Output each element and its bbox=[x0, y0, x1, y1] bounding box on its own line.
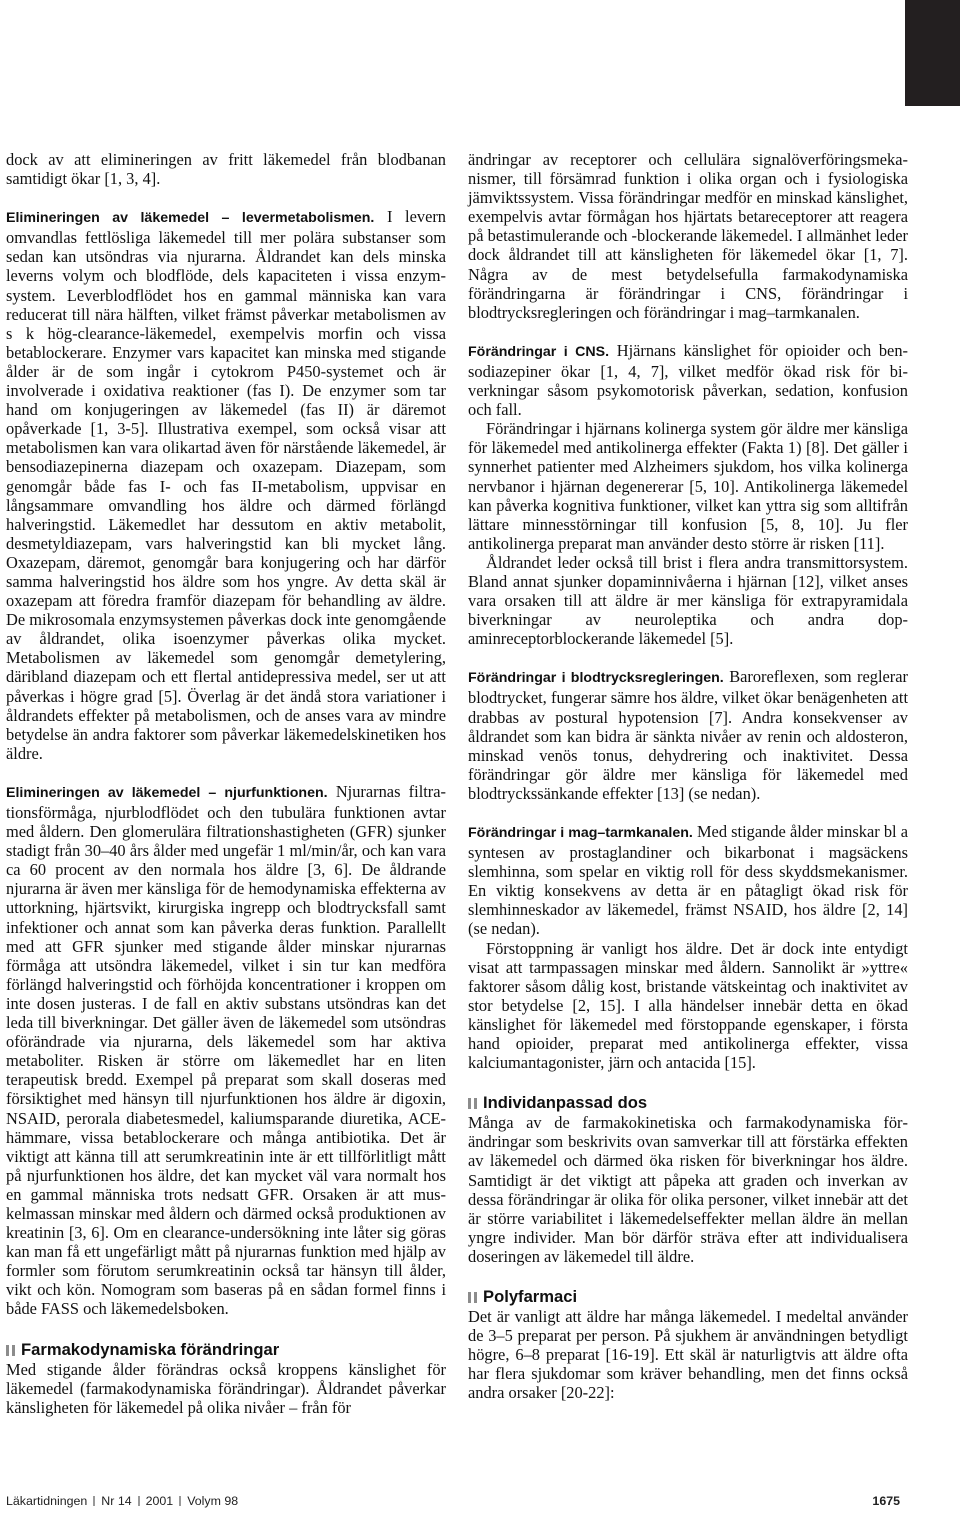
run-in-heading-cns: Förändringar i CNS. bbox=[468, 343, 610, 360]
bp-section bbox=[468, 667, 908, 803]
cns-section bbox=[468, 341, 908, 419]
page-number: 1675 bbox=[872, 1494, 900, 1508]
page-footer bbox=[6, 1494, 900, 1508]
issue-number: Nr 14 bbox=[101, 1494, 132, 1508]
renal-text: Njurarnas filtrationsförmåga, njurblodflödet och den tubulära funktionen avtar med åldern. Den glomerulära filtrationshastigheten (GFR) sjunker stadigt från 30–40 års ålder med ungefär 1 ml/min/år, och kan vara ca 60 procent av den normala hos äldre [3, 6]. De åldrande njurarna är även mer känsliga för de hemodynamiska effekterna av uttorkning, hjärtsvikt, kirurgiska ingrepp och blodtrycksfall samt infektioner och annat som kan påverka deras funktion. Parallellt med att GFR sjunker med stigande ålder minskar njurarnas förmåga att utsöndra läkemedel, vilket i sin tur kan medföra förlängd halveringstid och förhöjda koncentrationer i kroppen om inte dosen justeras. I de fall en aktiv substans utsöndras kan det leda till biverkningar. Det gäller även de läkemedel som utsöndras oförändrade via njurarna, dels läkemedel som har aktiva metaboliter. Risken är större om läkemedlet har en liten terapeutisk bredd. Exempel på preparat som skall doseras med försiktighet med hänsyn till njurfunktionen hos äldre är digoxin, NSAID, perorala diabetesmedel, kaliumsparande diuretika, ACE-hämmare, vissa betablockerare och många antibiotika. Det är viktigt att känna till att serumkreatinin inte är ett tillförlitligt mått på njurfunktionen hos äldre, det kan mycket väl vara normalt hos en gammal människa trots nedsatt GFR. Orsaken är att muskelmassan minskar med åldern och därmed också produktionen av kreatinin [3, 6]. Om en clearance-undersökning inte låter sig göras kan man få ett ungefärligt mått på njurarnas funktion med hjälp av formler som förutom serumkreatinin också tar hänsyn till ålder, vikt och kön. Nomogram som baseras på en sådan formel finns i både FASS och läkemedelsboken. bbox=[6, 781, 446, 1319]
journal-name: Läkartidningen bbox=[6, 1494, 88, 1508]
paragraph: ändringar av receptorer och cellulära signalöverföringsmekanismer, till försämrad funktion i olika organ och i fysiologiska jämviktssystem. Vissa förändringar medför en minskad känslighet, exempelvis avtar förmågan hos hjärtats betareceptorer att reagera på betastimulerande och -blockerande läkemedel. I allmänhet leder dock åldrandet till att känsligheten för läkemedel ökar [1, 7]. Några av de mest betydelsefulla farmakodynamiska förändringarna är förändringar i CNS, förändringar i blodtrycksregleringen och förändringar i mag–tarmkanalen. bbox=[468, 150, 908, 322]
paragraph: Förändringar i hjärnans kolinerga system gör äldre mer känsliga för läkemedel med antikolinerga effekter (Fakta 1) [8]. Det gäller i synnerhet patienter med Alzheimers sjukdom, hos vilka kolinerga nervbanor i hjärnan degenererar [5, 10]. Antikolinerga läkemedel kan påverka kognitiva funktioner, vilket kan yttra sig som alltifrån lättare minnesstörningar till konfusion [5, 8, 10]. Ju fler antikolinerga preparat man använder desto större är risken [11]. bbox=[468, 419, 908, 553]
hepatic-text: I levern omvandlas fettlösliga läkemedel till mer polära substanser som sedan kan utsöndras via njurarna. Åldrandet kan dels minska leverns volym och blodflöde, dels kapaciteten i vissa enzymsystem. Leverblodflödet hos en gammal människa kan vara reducerat till nära hälften, vilket främst påverkar metabolismen av s k hög-clearance-läkemedel, exempelvis morfin och vissa betablockerare. Enzymer vars kapacitet kan minska med stigande ålder är de som ingår i cytokrom P450-systemet och är involverade i oxidativa reaktioner (fas I). De enzymer som tar hand om konjugeringen av läkemedel (fas II) är däremot opåverkade [1, 3-5]. Illustrativa exempel, som också visar att metabolismen kan vara olikartad även för närstående läkemedel, är bensodiazepinerna diazepam och oxazepam. Diazepam, som genomgår både fas I- och fas II-metabolism, uppvisar en långsammare omvandling hos äldre och därmed förlängd halveringstid. Läkemedlet har dessutom en aktiv metabolit, desmetyldiazepam, vars halveringstid kan bli mycket lång. Oxazepam, däremot, genomgår bara konjugering och har därför samma halveringstid hos äldre som hos yngre. Av detta skäl är oxazepam att föredra framför diazepam för behandling av äldre. De mikrosomala enzymsystemen påverkas dock inte genomgående av åldrandet, olika isoenzymer påverkas olika mycket. Metabolismen av läkemedel som genomgår demetylering, däribland diazepam och ett flertal antidepressiva medel, ser ut att påverkas i högre grad [5]. Överlag är det ändå stora variationer i åldrandets effekter på metabolismen, och de anses vara av mindre betydelse än andra faktorer som påverkar läkemedelskinetiken hos äldre. bbox=[6, 207, 446, 763]
heading-text: Farmakodynamiska förändringar bbox=[21, 1339, 280, 1359]
page-corner-tab bbox=[905, 0, 960, 106]
heading-text: Polyfarmaci bbox=[483, 1286, 578, 1306]
paragraph: Det är vanligt att äldre har många läkemedel. I medeltal använder de 3–5 preparat per person. På sjukhem är användningen betydligt högre, 6–8 preparat [16-19]. Ett skäl är naturligtvis att äldre ofta har flera sjukdomar som kräver behandling, men det finns också andra orsaker [20-22]: bbox=[468, 1306, 908, 1403]
renal-section bbox=[6, 782, 446, 1319]
section-heading-polypharmacy bbox=[468, 1286, 908, 1307]
section-heading-individual-dose bbox=[468, 1092, 908, 1113]
heading-bullet-icon bbox=[468, 1098, 477, 1109]
run-in-heading-renal: Elimineringen av läkemedel – njurfunktionen. bbox=[6, 784, 328, 801]
paragraph: Med stigande ålder förändras också kroppens känslighet för läkemedel (farmakodynamiska förändringar). Åldrandet påverkar känsligheten för läkemedel på olika nivåer – från för bbox=[6, 1359, 446, 1417]
right-column bbox=[468, 150, 908, 1402]
footer-separator bbox=[179, 1496, 181, 1506]
footer-separator bbox=[138, 1496, 140, 1506]
run-in-heading-hepatic: Elimineringen av läkemedel – levermetabolismen. bbox=[6, 210, 375, 227]
run-in-heading-bp: Förändringar i blodtrycksregleringen. bbox=[468, 670, 724, 687]
heading-bullet-icon bbox=[6, 1345, 15, 1356]
heading-bullet-icon bbox=[468, 1292, 477, 1303]
paragraph: Åldrandet leder också till brist i flera andra transmittorsystem. Bland annat sjunker dopaminnivåerna i hjärnan [12], vilket anses vara orsaken till att äldre är mer känsliga för extrapyramidala biverkningar av neuroleptika och andra dopaminreceptorblockerande läkemedel [5]. bbox=[468, 552, 908, 649]
year: 2001 bbox=[145, 1494, 174, 1508]
footer-separator bbox=[93, 1496, 95, 1506]
paragraph: Många av de farmakokinetiska och farmakodynamiska förändringar som beskrivits ovan samverkar till att förstärka effekten av läkemedel och därmed öka risken för biverkningar hos äldre. Samtidigt är det viktigt att påpeka att graden och inverkan av dessa förändringar är olika för olika personer, vilket innebär att det är större variabilitet i läkemedelseffekter mellan äldre än mellan yngre individer. Man bör därför sträva efter att individualisera doseringen av läkemedel till äldre. bbox=[468, 1113, 908, 1266]
hepatic-section bbox=[6, 207, 446, 763]
gi-section bbox=[468, 822, 908, 939]
run-in-heading-gi: Förändringar i mag–tarmkanalen. bbox=[468, 825, 693, 841]
heading-text: Individanpassad dos bbox=[483, 1093, 648, 1113]
paragraph: dock av att elimineringen av fritt läkemedel från blodbanan samtidigt ökar [1, 3, 4]. bbox=[6, 150, 446, 189]
volume: Volym 98 bbox=[187, 1494, 239, 1508]
gi-text: Med stigande ålder minskar bl a syntesen av prostaglandiner och bikarbonat i magsäckens slemhinna, som spelar en viktig roll för dess skyddsmekanismer. En viktig konsekvens av detta är en påtagligt ökad risk för slemhinneskador av läkemedel, främst NSAID, hos äldre [2, 14] (se nedan). bbox=[468, 822, 909, 939]
paragraph: Förstoppning är vanligt hos äldre. Det är dock inte entydigt visat att tarmpassagen minskar med åldern. Sannolikt är »yttre« faktorer såsom dålig kost, bristande vätskeintag och inaktivitet av stor betydelse [2, 15]. I alla händelser innebär detta en ökad känslighet för läkemedel med förstoppande egenskaper, i första hand opioider, preparat med antikolinerga effekter, vissa kalciumantagonister, järn och antacida [15]. bbox=[468, 938, 908, 1073]
bp-text: Baroreflexen, som reglerar blodtrycket, fungerar sämre hos äldre, vilket ökar benägenheten att drabbas av postural hypotension [7]. Andra konsekvenser av åldrandet som kan bidra är sänkta nivåer av renin och aldosteron, minskad venös tonus, dehydrering och inaktivitet. Dessa förändringar gör äldre mer känsliga för läkemedel med blodtryckssänkande effekter [13] (se nedan). bbox=[468, 667, 908, 803]
section-heading-pharmacodynamics bbox=[6, 1339, 446, 1360]
cns-text: Hjärnans känslighet för opioider och bensodiazepiner ökar [1, 4, 7], vilket medför ökad risk för biverkningar såsom psykomotorisk påverkan, sedation, konfusion och fall. bbox=[468, 340, 908, 420]
left-column bbox=[6, 150, 446, 1417]
